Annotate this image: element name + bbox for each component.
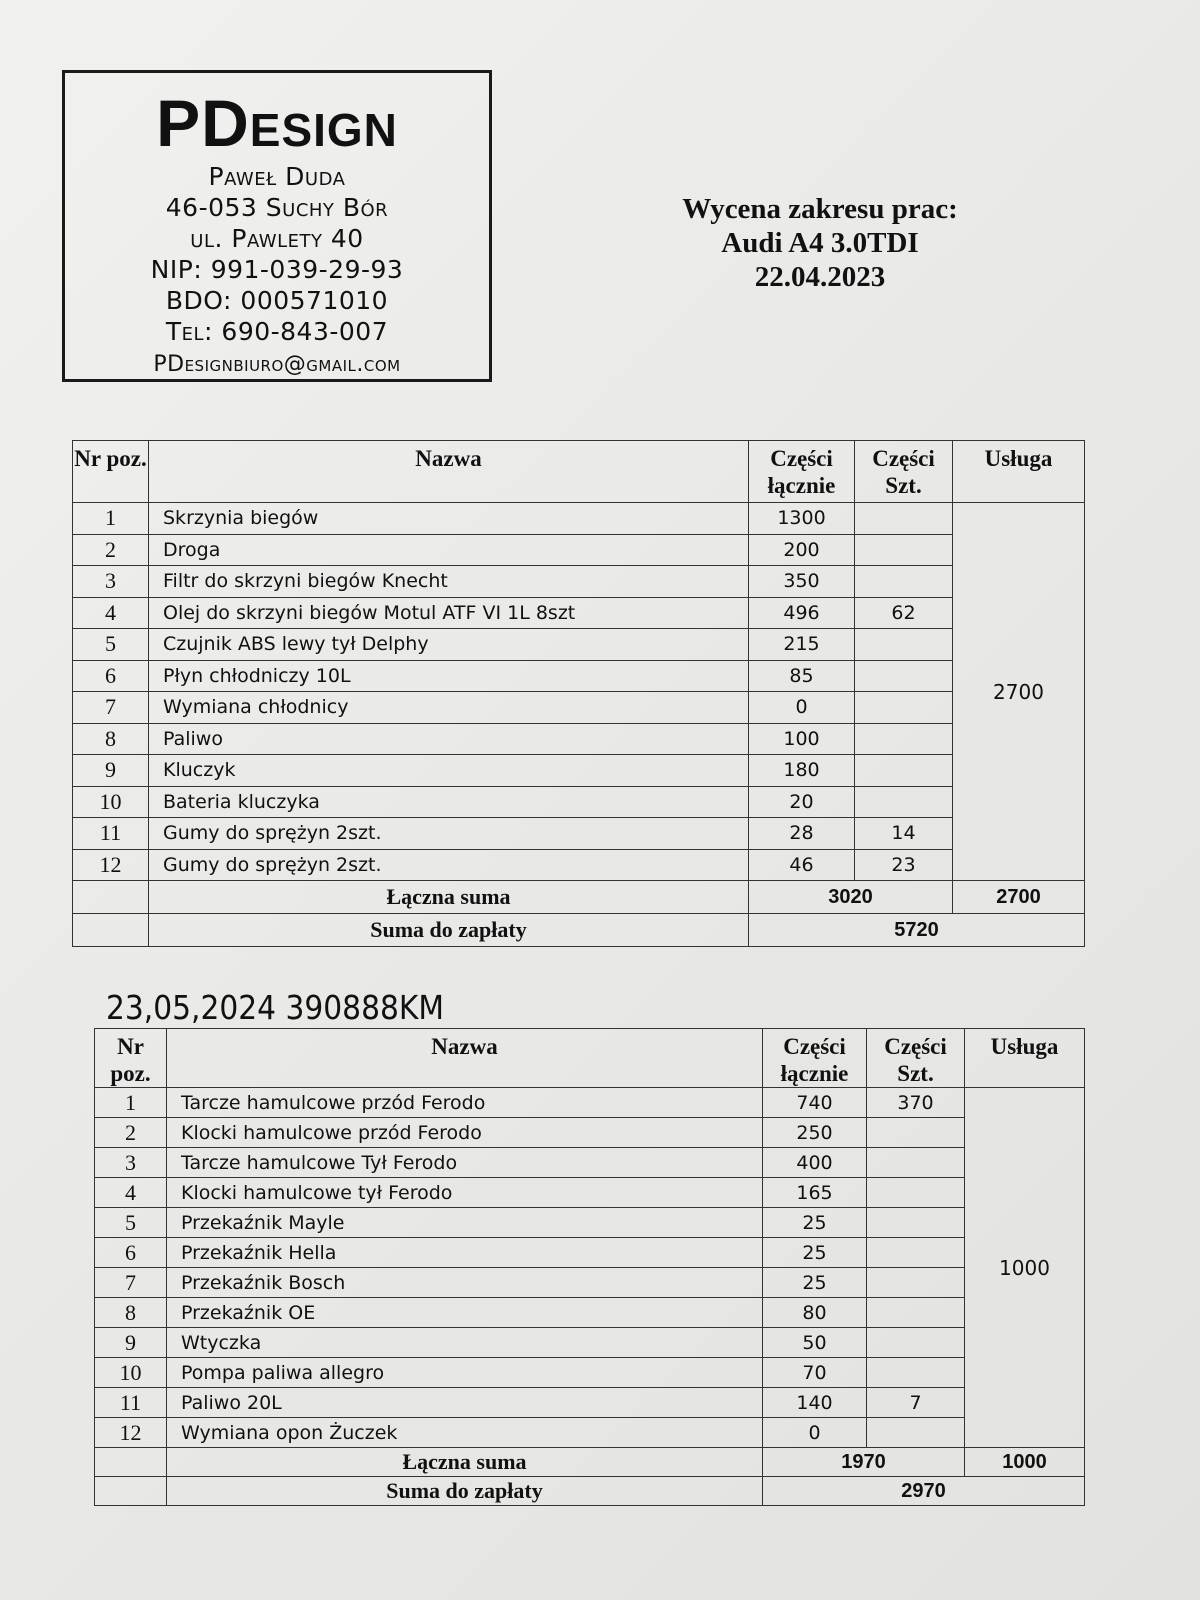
item-parts-unit: 23 <box>855 849 953 881</box>
owner-name: Paweł Duda <box>208 162 346 191</box>
sum-row <box>95 1448 1085 1477</box>
col-service-header: Usługa <box>953 441 1085 503</box>
sum-label: Łączna suma <box>149 881 749 914</box>
item-parts-unit <box>867 1358 965 1388</box>
col-nr-header: Nr poz. <box>95 1029 167 1088</box>
quote-date: 22.04.2023 <box>754 261 886 293</box>
item-name: Gumy do sprężyn 2szt. <box>149 849 749 881</box>
company-stamp <box>62 70 492 382</box>
sum-parts: 1970 <box>763 1448 965 1477</box>
section-date-mileage: 23,05,2024 390888KM <box>106 988 444 1027</box>
item-parts-unit: 14 <box>855 818 953 850</box>
item-name: Wtyczka <box>167 1328 763 1358</box>
sum-service: 1000 <box>965 1448 1085 1477</box>
item-name: Przekaźnik Bosch <box>167 1268 763 1298</box>
item-number: 8 <box>73 723 149 755</box>
table-row <box>95 1358 1085 1388</box>
item-parts-total: 85 <box>749 660 855 692</box>
col-nr-header: Nr poz. <box>73 441 149 503</box>
item-parts-total: 740 <box>763 1088 867 1118</box>
sum-service: 2700 <box>953 881 1085 914</box>
table-header-row <box>73 441 1085 503</box>
item-parts-total: 200 <box>749 534 855 566</box>
quote-title: Wycena zakresu prac: <box>682 193 958 225</box>
item-number: 9 <box>73 755 149 787</box>
service-price: 1000 <box>965 1088 1085 1448</box>
item-number: 3 <box>73 566 149 598</box>
item-name: Pompa paliwa allegro <box>167 1358 763 1388</box>
item-number: 3 <box>95 1148 167 1178</box>
item-name: Wymiana opon Żuczek <box>167 1418 763 1448</box>
pay-total: 2970 <box>763 1477 1085 1506</box>
company-nip: NIP: 991-039-29-93 <box>150 255 404 284</box>
item-parts-total: 165 <box>763 1178 867 1208</box>
item-parts-unit <box>855 786 953 818</box>
item-number: 7 <box>95 1268 167 1298</box>
col-parts-unit-header: Części Szt. <box>855 441 953 503</box>
item-number: 1 <box>95 1088 167 1118</box>
item-parts-unit <box>867 1238 965 1268</box>
col-parts-unit-header: Części Szt. <box>867 1029 965 1088</box>
item-parts-unit <box>867 1208 965 1238</box>
table-row <box>73 786 1085 818</box>
item-parts-unit <box>867 1418 965 1448</box>
table-row <box>95 1298 1085 1328</box>
item-name: Paliwo <box>149 723 749 755</box>
item-name: Olej do skrzyni biegów Motul ATF VI 1L 8szt <box>149 597 749 629</box>
item-parts-unit <box>855 692 953 724</box>
item-name: Gumy do sprężyn 2szt. <box>149 818 749 850</box>
item-name: Tarcze hamulcowe przód Ferodo <box>167 1088 763 1118</box>
item-number: 2 <box>95 1118 167 1148</box>
service-price: 2700 <box>953 503 1085 881</box>
item-name: Klocki hamulcowe tył Ferodo <box>167 1178 763 1208</box>
table-header-row <box>95 1029 1085 1088</box>
company-phone: Tel: 690-843-007 <box>165 317 389 346</box>
item-number: 5 <box>95 1208 167 1238</box>
item-number: 12 <box>73 849 149 881</box>
col-service-header: Usługa <box>965 1029 1085 1088</box>
item-parts-unit <box>867 1178 965 1208</box>
item-parts-unit: 7 <box>867 1388 965 1418</box>
table-row <box>73 566 1085 598</box>
company-email: PDesignbiuro@gmail.com <box>153 352 401 377</box>
item-parts-total: 46 <box>749 849 855 881</box>
col-parts-total-header: Części łącznie <box>749 441 855 503</box>
company-street: ul. Pawlety 40 <box>190 224 364 253</box>
item-parts-unit: 370 <box>867 1088 965 1118</box>
table-row <box>95 1088 1085 1118</box>
item-number: 7 <box>73 692 149 724</box>
table-row <box>73 629 1085 661</box>
item-parts-total: 25 <box>763 1238 867 1268</box>
table-row <box>73 818 1085 850</box>
sum-parts: 3020 <box>749 881 953 914</box>
item-number: 10 <box>95 1358 167 1388</box>
table-row <box>95 1418 1085 1448</box>
item-name: Czujnik ABS lewy tył Delphy <box>149 629 749 661</box>
item-parts-unit <box>855 629 953 661</box>
estimate-table-1 <box>72 440 1085 947</box>
item-parts-total: 25 <box>763 1208 867 1238</box>
item-parts-unit <box>867 1298 965 1328</box>
item-name: Skrzynia biegów <box>149 503 749 535</box>
pay-label: Suma do zapłaty <box>149 914 749 947</box>
item-parts-total: 25 <box>763 1268 867 1298</box>
company-bdo: BDO: 000571010 <box>165 286 389 315</box>
pay-label: Suma do zapłaty <box>167 1477 763 1506</box>
item-parts-total: 140 <box>763 1388 867 1418</box>
table-row <box>73 660 1085 692</box>
item-parts-total: 400 <box>763 1148 867 1178</box>
table-row <box>73 723 1085 755</box>
item-number: 6 <box>73 660 149 692</box>
item-parts-unit <box>867 1328 965 1358</box>
item-number: 4 <box>95 1178 167 1208</box>
item-parts-unit <box>855 566 953 598</box>
item-number: 12 <box>95 1418 167 1448</box>
item-parts-total: 28 <box>749 818 855 850</box>
sum-label: Łączna suma <box>167 1448 763 1477</box>
sum-row <box>73 881 1085 914</box>
item-parts-total: 0 <box>763 1418 867 1448</box>
company-city: 46-053 Suchy Bór <box>165 193 389 222</box>
item-name: Droga <box>149 534 749 566</box>
item-parts-unit <box>855 660 953 692</box>
item-parts-total: 1300 <box>749 503 855 535</box>
item-name: Kluczyk <box>149 755 749 787</box>
item-parts-total: 80 <box>763 1298 867 1328</box>
item-name: Wymiana chłodnicy <box>149 692 749 724</box>
item-name: Przekaźnik Mayle <box>167 1208 763 1238</box>
item-name: Płyn chłodniczy 10L <box>149 660 749 692</box>
item-parts-unit <box>855 755 953 787</box>
item-parts-total: 0 <box>749 692 855 724</box>
col-parts-total-header: Części łącznie <box>763 1029 867 1088</box>
item-name: Bateria kluczyka <box>149 786 749 818</box>
item-number: 2 <box>73 534 149 566</box>
item-parts-total: 70 <box>763 1358 867 1388</box>
table-row <box>95 1208 1085 1238</box>
item-parts-total: 50 <box>763 1328 867 1358</box>
item-parts-total: 215 <box>749 629 855 661</box>
table-row <box>95 1178 1085 1208</box>
table-row <box>73 597 1085 629</box>
table-row <box>73 534 1085 566</box>
vehicle-model: Audi A4 3.0TDI <box>721 227 919 259</box>
item-parts-unit <box>855 723 953 755</box>
item-parts-total: 250 <box>763 1118 867 1148</box>
item-parts-total: 496 <box>749 597 855 629</box>
item-parts-unit <box>867 1148 965 1178</box>
estimate-table-2 <box>94 1028 1085 1506</box>
item-name: Klocki hamulcowe przód Ferodo <box>167 1118 763 1148</box>
item-number: 5 <box>73 629 149 661</box>
item-parts-unit <box>867 1268 965 1298</box>
item-name: Paliwo 20L <box>167 1388 763 1418</box>
table-row <box>95 1328 1085 1358</box>
item-number: 11 <box>73 818 149 850</box>
item-name: Przekaźnik OE <box>167 1298 763 1328</box>
item-parts-total: 350 <box>749 566 855 598</box>
item-parts-unit <box>855 534 953 566</box>
item-name: Filtr do skrzyni biegów Knecht <box>149 566 749 598</box>
item-name: Przekaźnik Hella <box>167 1238 763 1268</box>
table-row <box>73 849 1085 881</box>
item-parts-unit <box>855 503 953 535</box>
item-parts-total: 180 <box>749 755 855 787</box>
col-name-header: Nazwa <box>167 1029 763 1088</box>
brand-logo: PDesign <box>156 86 398 160</box>
table-row <box>95 1238 1085 1268</box>
table-row <box>73 503 1085 535</box>
item-number: 11 <box>95 1388 167 1418</box>
table-row <box>73 755 1085 787</box>
pay-row <box>73 914 1085 947</box>
pay-row <box>95 1477 1085 1506</box>
item-parts-total: 100 <box>749 723 855 755</box>
table-row <box>95 1388 1085 1418</box>
item-number: 1 <box>73 503 149 535</box>
table-row <box>95 1118 1085 1148</box>
item-parts-unit: 62 <box>855 597 953 629</box>
item-parts-unit <box>867 1118 965 1148</box>
table-row <box>95 1148 1085 1178</box>
table-row <box>95 1268 1085 1298</box>
item-number: 6 <box>95 1238 167 1268</box>
item-number: 10 <box>73 786 149 818</box>
table-row <box>73 692 1085 724</box>
item-number: 4 <box>73 597 149 629</box>
quote-heading <box>610 192 1030 294</box>
item-number: 9 <box>95 1328 167 1358</box>
item-parts-total: 20 <box>749 786 855 818</box>
pay-total: 5720 <box>749 914 1085 947</box>
item-name: Tarcze hamulcowe Tył Ferodo <box>167 1148 763 1178</box>
col-name-header: Nazwa <box>149 441 749 503</box>
item-number: 8 <box>95 1298 167 1328</box>
